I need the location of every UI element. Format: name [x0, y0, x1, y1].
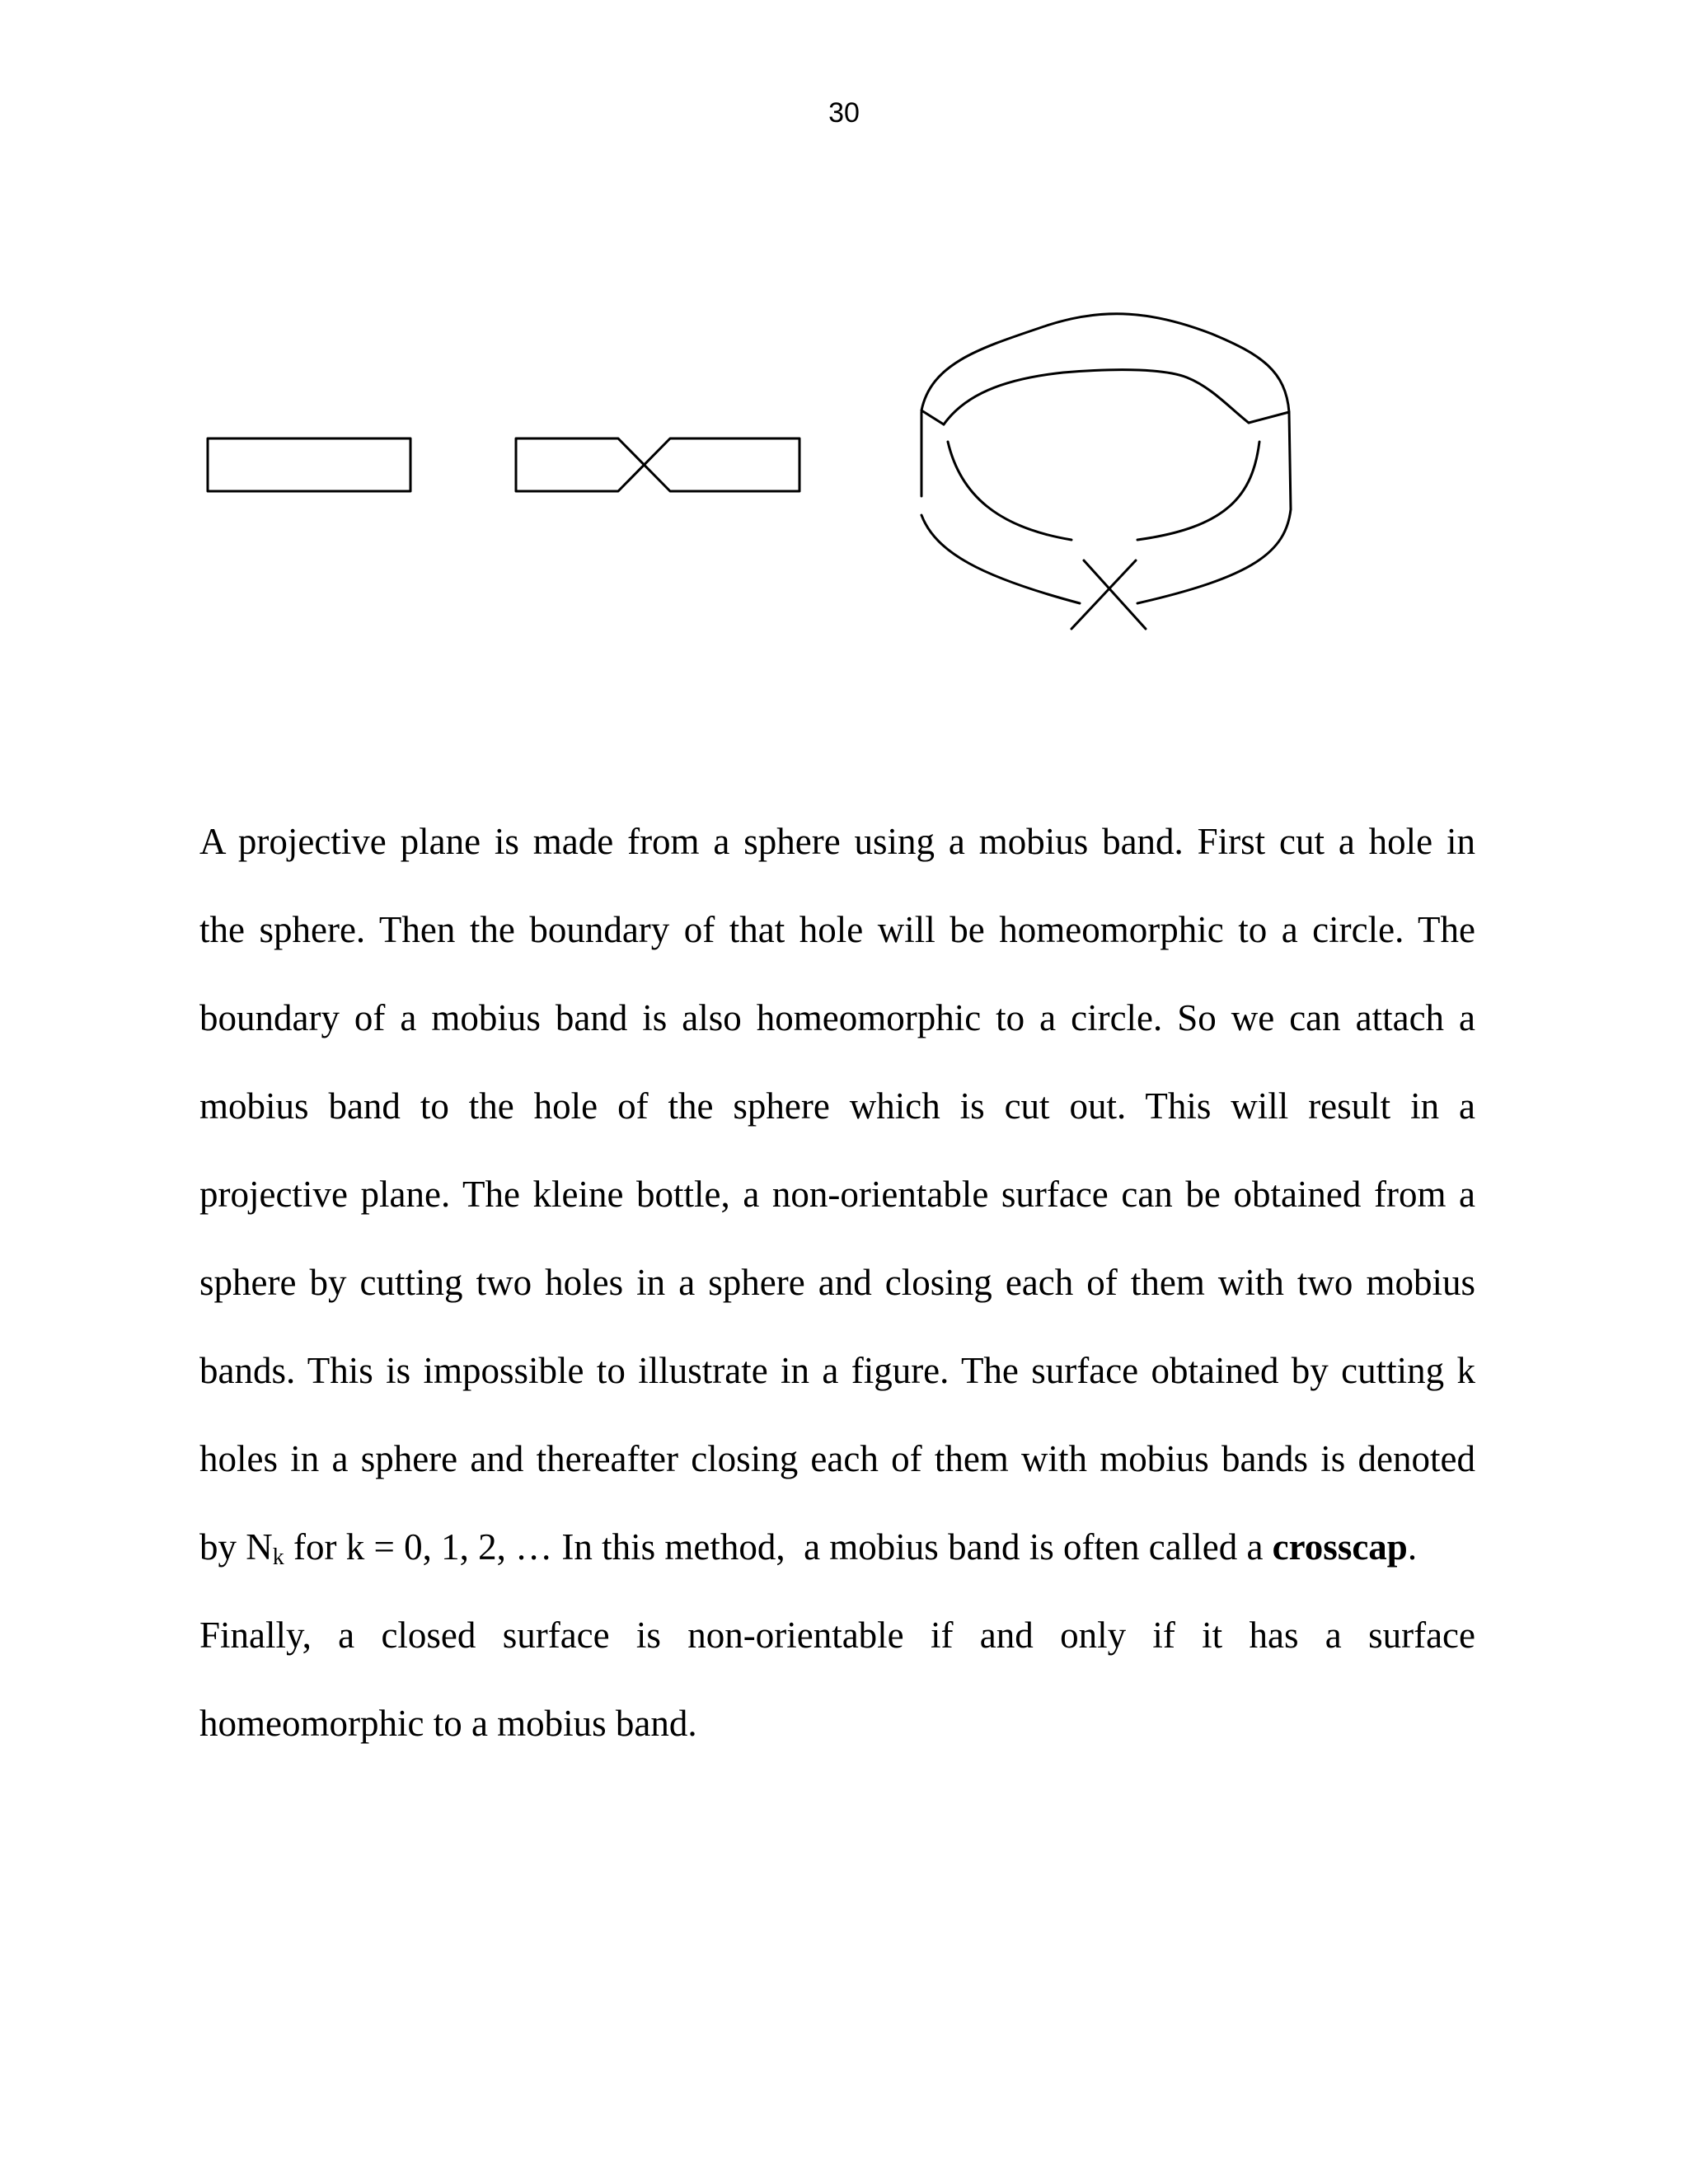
text-line: mobius band to the hole of the sphere which is cut out. This will result in a	[199, 1085, 1475, 1127]
text-line: boundary of a mobius band is also homeomorphic to a circle. So we can attach a	[199, 997, 1475, 1038]
line9-suffix: .	[1407, 1526, 1418, 1568]
text-line-with-subscript	[199, 1503, 1475, 1591]
page-number: 30	[828, 97, 860, 129]
text-line-last: homeomorphic to a mobius band.	[199, 1703, 697, 1744]
body-paragraph	[199, 798, 1475, 1768]
text-line: holes in a sphere and thereafter closing each of them with mobius bands is denoted	[199, 1438, 1475, 1479]
text-line: Finally, a closed surface is non-orientable if and only if it has a surface	[199, 1615, 1475, 1656]
text-line: projective plane. The kleine bottle, a non-orientable surface can be obtained from a	[199, 1174, 1475, 1215]
mobius-band-construction-figure	[190, 288, 1327, 651]
text-line: sphere by cutting two holes in a sphere and closing each of them with two mobius	[199, 1262, 1475, 1303]
line9-middle: for k = 0, 1, 2, … In this method, a mobius band is often called a	[284, 1526, 1273, 1568]
text-line: bands. This is impossible to illustrate in a figure. The surface obtained by cutting k	[199, 1350, 1475, 1391]
twisted-strip-shape	[516, 438, 799, 491]
subscript-k: k	[272, 1544, 284, 1570]
crosscap-term: crosscap	[1272, 1526, 1408, 1568]
text-line: the sphere. Then the boundary of that hole will be homeomorphic to a circle. The	[199, 909, 1475, 950]
plain-strip-shape	[208, 438, 410, 491]
text-line: A projective plane is made from a sphere using a mobius band. First cut a hole in	[199, 821, 1475, 862]
mobius-band-loop-shape	[921, 314, 1291, 629]
line9-prefix: by N	[199, 1526, 273, 1568]
